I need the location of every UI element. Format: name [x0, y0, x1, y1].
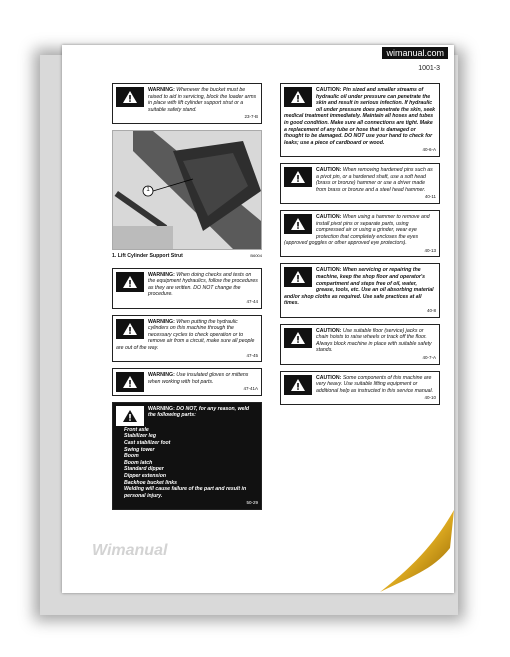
photo-caption: 1. Lift Cylinder Support Strut B6004 — [112, 252, 262, 259]
list-item: Welding will cause failure of the part and result in personal injury. — [124, 486, 247, 499]
caution-triangle-icon — [284, 375, 312, 395]
caution-triangle-icon — [284, 328, 312, 348]
list-item: Swing tower — [124, 446, 155, 453]
warning-box-bucket: WARNING: Whenever the bucket must be raised to aid in servicing, block the loader arms in place with lift cylinder support strut or a suitable safety stand. 23-7-B — [112, 83, 262, 124]
list-item: Stabilizer leg — [124, 433, 156, 440]
warning-triangle-icon — [116, 406, 144, 426]
caution-box-shop-floor: CAUTION: When servicing or repairing the machine, keep the shop floor and operator's compartment and steps free of oil, water, grease, tools, etc. Use an oil absorbing material and/or shop cloths as required. Use safe practices at all times. 40-8 — [280, 263, 440, 317]
caution-box-oil: CAUTION: Pin sized and smaller streams of hydraulic oil under pressure can penetrate the skin and result in serious infection. If hydraulic oil under pressure does penetrate the skin, seek medical treatment immediately. Maintain all hoses and tubes in good condition. Make sure all connections are tight. Make a replacement of any tube or hose that is damaged or thought to be damaged. DO NOT use your hand to check for leaks; use a piece of cardboard or wood. 40-6-A — [280, 83, 440, 157]
caution-box-pins: CAUTION: When removing hardened pins such as a pivot pin, or a hardened shaft, use a soft head (brass or bronze) hammer or use a driver made from brass or bronze and a steel head hammer. 40-11 — [280, 163, 440, 204]
page-curl-icon — [378, 508, 458, 598]
warning-box-hydraulics: WARNING: When doing checks and tests on the equipment hydraulics, follow the procedures as they are written. DO NOT change the procedure. 47-44 — [112, 268, 262, 309]
caution-triangle-icon — [284, 267, 312, 287]
site-label: wimanual.com — [382, 47, 448, 59]
left-column — [112, 83, 262, 516]
list-item: Front axle — [124, 426, 149, 433]
list-item: Boom — [124, 453, 139, 460]
caution-triangle-icon — [284, 214, 312, 234]
photo-callout: 1 — [146, 186, 150, 193]
list-item: Backhoe bucket links — [124, 479, 178, 486]
page-number: 1001-3 — [418, 65, 440, 72]
warning-code: 23-7-B — [244, 114, 258, 120]
lift-cylinder-photo — [112, 130, 262, 250]
caution-box-eye-protection: CAUTION: When using a hammer to remove and install pivot pins or separate parts, using compressed air or using a grinder, wear eye protection that completely encloses the eyes (approved goggles or other approved eye protectors). 40-13 — [280, 210, 440, 258]
warning-text: Whenever the bucket must be raised to aid in servicing, block the loader arms in place with lift cylinder support strut or a suitable safety stand. — [148, 87, 257, 113]
caution-box-jacks: CAUTION: Use suitable floor (service) jacks or chain hoists to raise wheels or track off the floor. Always block machine in place with suitable safety stands. 40-7-A — [280, 324, 440, 365]
list-item: Cast stabilizer foot — [124, 440, 171, 447]
caution-triangle-icon — [284, 87, 312, 107]
warning-box-cylinders: WARNING: When putting the hydraulic cylinders on this machine through the necessary cycles to check operation or to remove air from a circuit, make sure all people are out of the way. 47-45 — [112, 315, 262, 363]
weld-parts-list — [116, 427, 258, 500]
warning-triangle-icon — [116, 372, 144, 392]
warning-box-gloves: WARNING: Use insulated gloves or mittens when working with hot parts. 47-41A — [112, 368, 262, 396]
list-item: Standard dipper — [124, 466, 164, 473]
watermark-logo: Wimanual — [92, 542, 168, 559]
right-column — [280, 83, 440, 411]
caution-triangle-icon — [284, 167, 312, 187]
warning-triangle-icon — [116, 87, 144, 107]
warning-triangle-icon — [116, 319, 144, 339]
warning-triangle-icon — [116, 272, 144, 292]
caution-box-heavy: CAUTION: Some components of this machine are very heavy. Use suitable lifting equipment or additional help as instructed in this service manual. 40-10 — [280, 371, 440, 405]
warning-box-weld: WARNING: DO NOT, for any reason, weld the following parts: Front axle Stabilizer leg Cast stabilizer foot Swing tower Boom Boom latch Standard dipper Dipper extension Backhoe bucket links Welding will cause failure of the part and result in personal injury. 50-29 — [112, 402, 262, 510]
list-item: Boom latch — [124, 459, 153, 466]
list-item: Dipper extension — [124, 473, 167, 480]
